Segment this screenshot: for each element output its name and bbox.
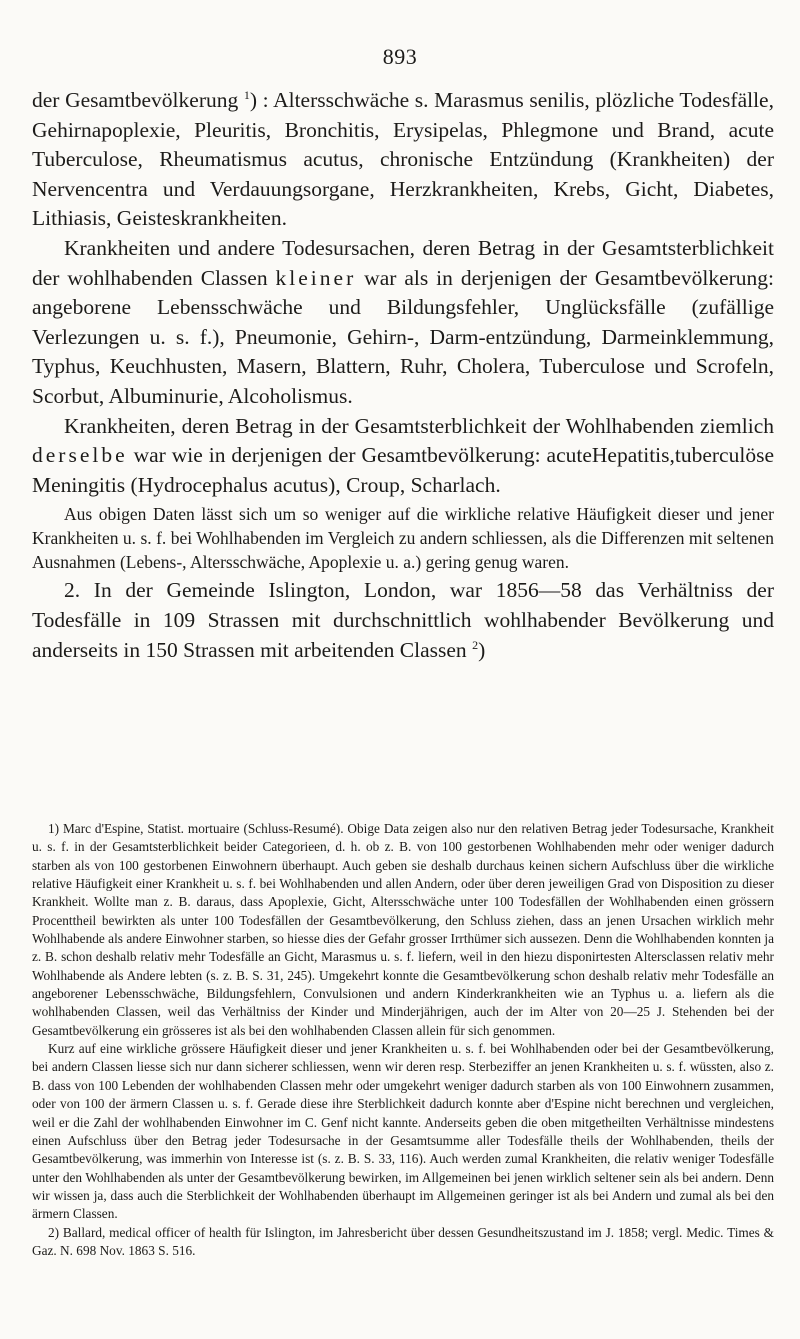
paragraph-remark: Aus obigen Daten lässt sich um so weniger auf die wirkliche relative Häufigkeit dieser und jener Krankheiten u. s. f. bei Wohlhabenden im Vergleich zu andern schliessen, als die Differenzen mit seltenen Ausnahmen (Lebens-, Altersschwäche, Apoplexie u. a.) gering genug waren. [32, 504, 774, 573]
paragraph-islington [32, 576, 774, 665]
footnote-1-continued: Kurz auf eine wirkliche grössere Häufigkeit dieser und jener Krankheiten u. s. f. bei Wohlhabenden oder bei der Gesamtbevölkerung, bei andern Classen liesse sich nur dann sicherer schliessen, wenn wir deren resp. Sterbeziffer an jenen Krankheiten u. s. f. wüssten, also z. B. dass von 100 Lebenden der wohlhabenden Classen mehr oder umgekehrt weniger dadurch starben als von 100 Einwohnern zusammen, oder von 100 der ärmern Classen u. s. f. Gerade diese ihre Sterblichkeit dadurch konnte aber d'Espine nicht berechnen und vergleichen, weil er die Zahl der wohlhabenden Einwohner im C. Genf nicht kannte. Anderseits geben die oben mitgetheilten Verhältnisse mindestens einen Aufschluss über den Betrag jeder Todesursache in der Gesamtsumme aller Todesfälle theils der Wohlhabenden, theils der Gesamtbevölkerung, was immerhin von Interesse ist (s. z. B. S. 33, 116). Auch werden zumal Krankheiten, die relativ weniger Todesfälle unter den Wohlhabenden als unter der Gesamtbevölkerung bewirken, im Allgemeinen bei jenen wirklich seltener sein als bei andern. Denn wir wissen ja, dass auch die Sterblichkeit der Wohlhabenden überhaupt im Allgemeinen geringer ist als bei Andern und zumal als bei den ärmern Classen. [32, 1041, 774, 1222]
paragraph-text: Krankheiten und andere Todesursachen, deren Betrag in der Gesamtsterblichkeit der wohlhabenden Classen [32, 235, 774, 290]
paragraph-same-share [32, 412, 774, 501]
footnote-1: 1) Marc d'Espine, Statist. mortuaire (Schluss-Resumé). Obige Data zeigen also nur den relativen Betrag jeder Todesursache, Krankheit u. s. f. in der Gesamtsterblichkeit beider Categorieen, d. h. ob z. B. von 100 gestorbenen Wohlhabenden mehr oder weniger dadurch starben als von 100 gestorbenen Einwohnern überhaupt. Auch geben sie deshalb durchaus keinen sichern Aufschluss über die wirkliche relative Häufigkeit einer Krankheit u. s. f. bei Wohlhabenden und allen Andern, oder über deren jeweiligen Grad von Disposition zu dieser Krankheit. Wollte man z. B. daraus, dass Apoplexie, Gicht, Altersschwäche unter 100 Todesfällen der Wohlhabenden einen grössern Procenttheil bewirkten als unter 100 Todesfällen der Gesamtbevölkerung, den Schluss ziehen, dass an jenen Ursachen wirklich mehr Wohlhabende als andere Einwohner starben, so hiesse dies der Gefahr grosser Irrthümer sich aussezen. Denn die Wohlhabenden konnten ja z. B. schon deshalb relativ mehr Todesfälle an Gicht, Marasmus u. s. f. liefern, weil in den hiezu disponirtesten Altersclassen relativ mehr Wohlhabende als Andere lebten (s. z. B. S. 31, 245). Umgekehrt konnte die Gesamtbevölkerung schon deshalb relativ mehr Todesfälle an angeborener Lebensschwäche, Bildungsfehlern, Convulsionen und andern Kinderkrankheiten wie an Typhus u. a. liefern als die wohlhabenden Classen, weil das Verhältniss der Kinder und Minderjährigen, auch der im Alter von 20—25 J. Stehenden bei der Gesamtbevölkerung ein grösseres ist als bei den wohlhabenden Classen allein für sich genommen. [32, 821, 774, 1038]
emphasis-spaced: derselbe [32, 443, 128, 468]
paragraph-smaller-share [32, 234, 774, 412]
footnote-ref-1: 1 [243, 87, 250, 102]
emphasis-spaced: kleiner [275, 265, 357, 290]
paragraph-text: ) : Altersschwäche s. Marasmus senilis, plözliche Todesfälle, Gehirnapoplexie, Pleuritis, Bronchitis, Erysipelas, Phlegmone und Brand, acute Tuberculose, Rheumatismus acutus, chronische Entzündung (Krankheiten) der Nervencentra und Verdauungsorgane, Herzkrankheiten, Krebs, Gicht, Diabetes, Lithiasis, Geisteskrankheiten. [32, 88, 774, 231]
footnote-ref-2: 2 [472, 637, 479, 652]
page-number: 893 [382, 44, 418, 69]
paragraph-text: war als in derjenigen der Gesamtbevölkerung: angeborene Lebensschwäche und Bildungsfehler, Unglücksfälle (zufällige Verlezungen u. s. f.), Pneumonie, Gehirn-, Darm-entzündung, Darmeinklemmung, Typhus, Keuchhusten, Masern, Blattern, Ruhr, Cholera, Tuberculose und Scrofeln, Scorbut, Albuminurie, Alcoholismus. [32, 265, 774, 408]
footnote-2: 2) Ballard, medical officer of health für Islington, im Jahresbericht über dessen Gesundheitszustand im J. 1858; vergl. Medic. Times & Gaz. N. 698 Nov. 1863 S. 516. [32, 1224, 774, 1258]
main-text [32, 86, 774, 665]
paragraph-text: Krankheiten, deren Betrag in der Gesamtsterblichkeit der Wohlhabenden ziemlich [64, 413, 774, 438]
footnotes [32, 820, 774, 1260]
paragraph-causes-list [32, 86, 774, 234]
paragraph-text: der Gesamtbevölkerung [32, 88, 244, 112]
paragraph-text: war wie in derjenigen der Gesamtbevölkerung: acuteHepatitis,tuberculöse Meningitis (Hydrocephalus acutus), Croup, Scharlach. [32, 443, 774, 497]
paragraph-text: 2. In der Gemeinde Islington, London, war 1856—58 das Verhältniss der Todesfälle in 109 Strassen mit durchschnittlich wohlhabender Bevölkerung und anderseits in 150 Strassen mit arbeitenden Classen [32, 578, 774, 662]
paragraph-text: ) [478, 637, 486, 662]
